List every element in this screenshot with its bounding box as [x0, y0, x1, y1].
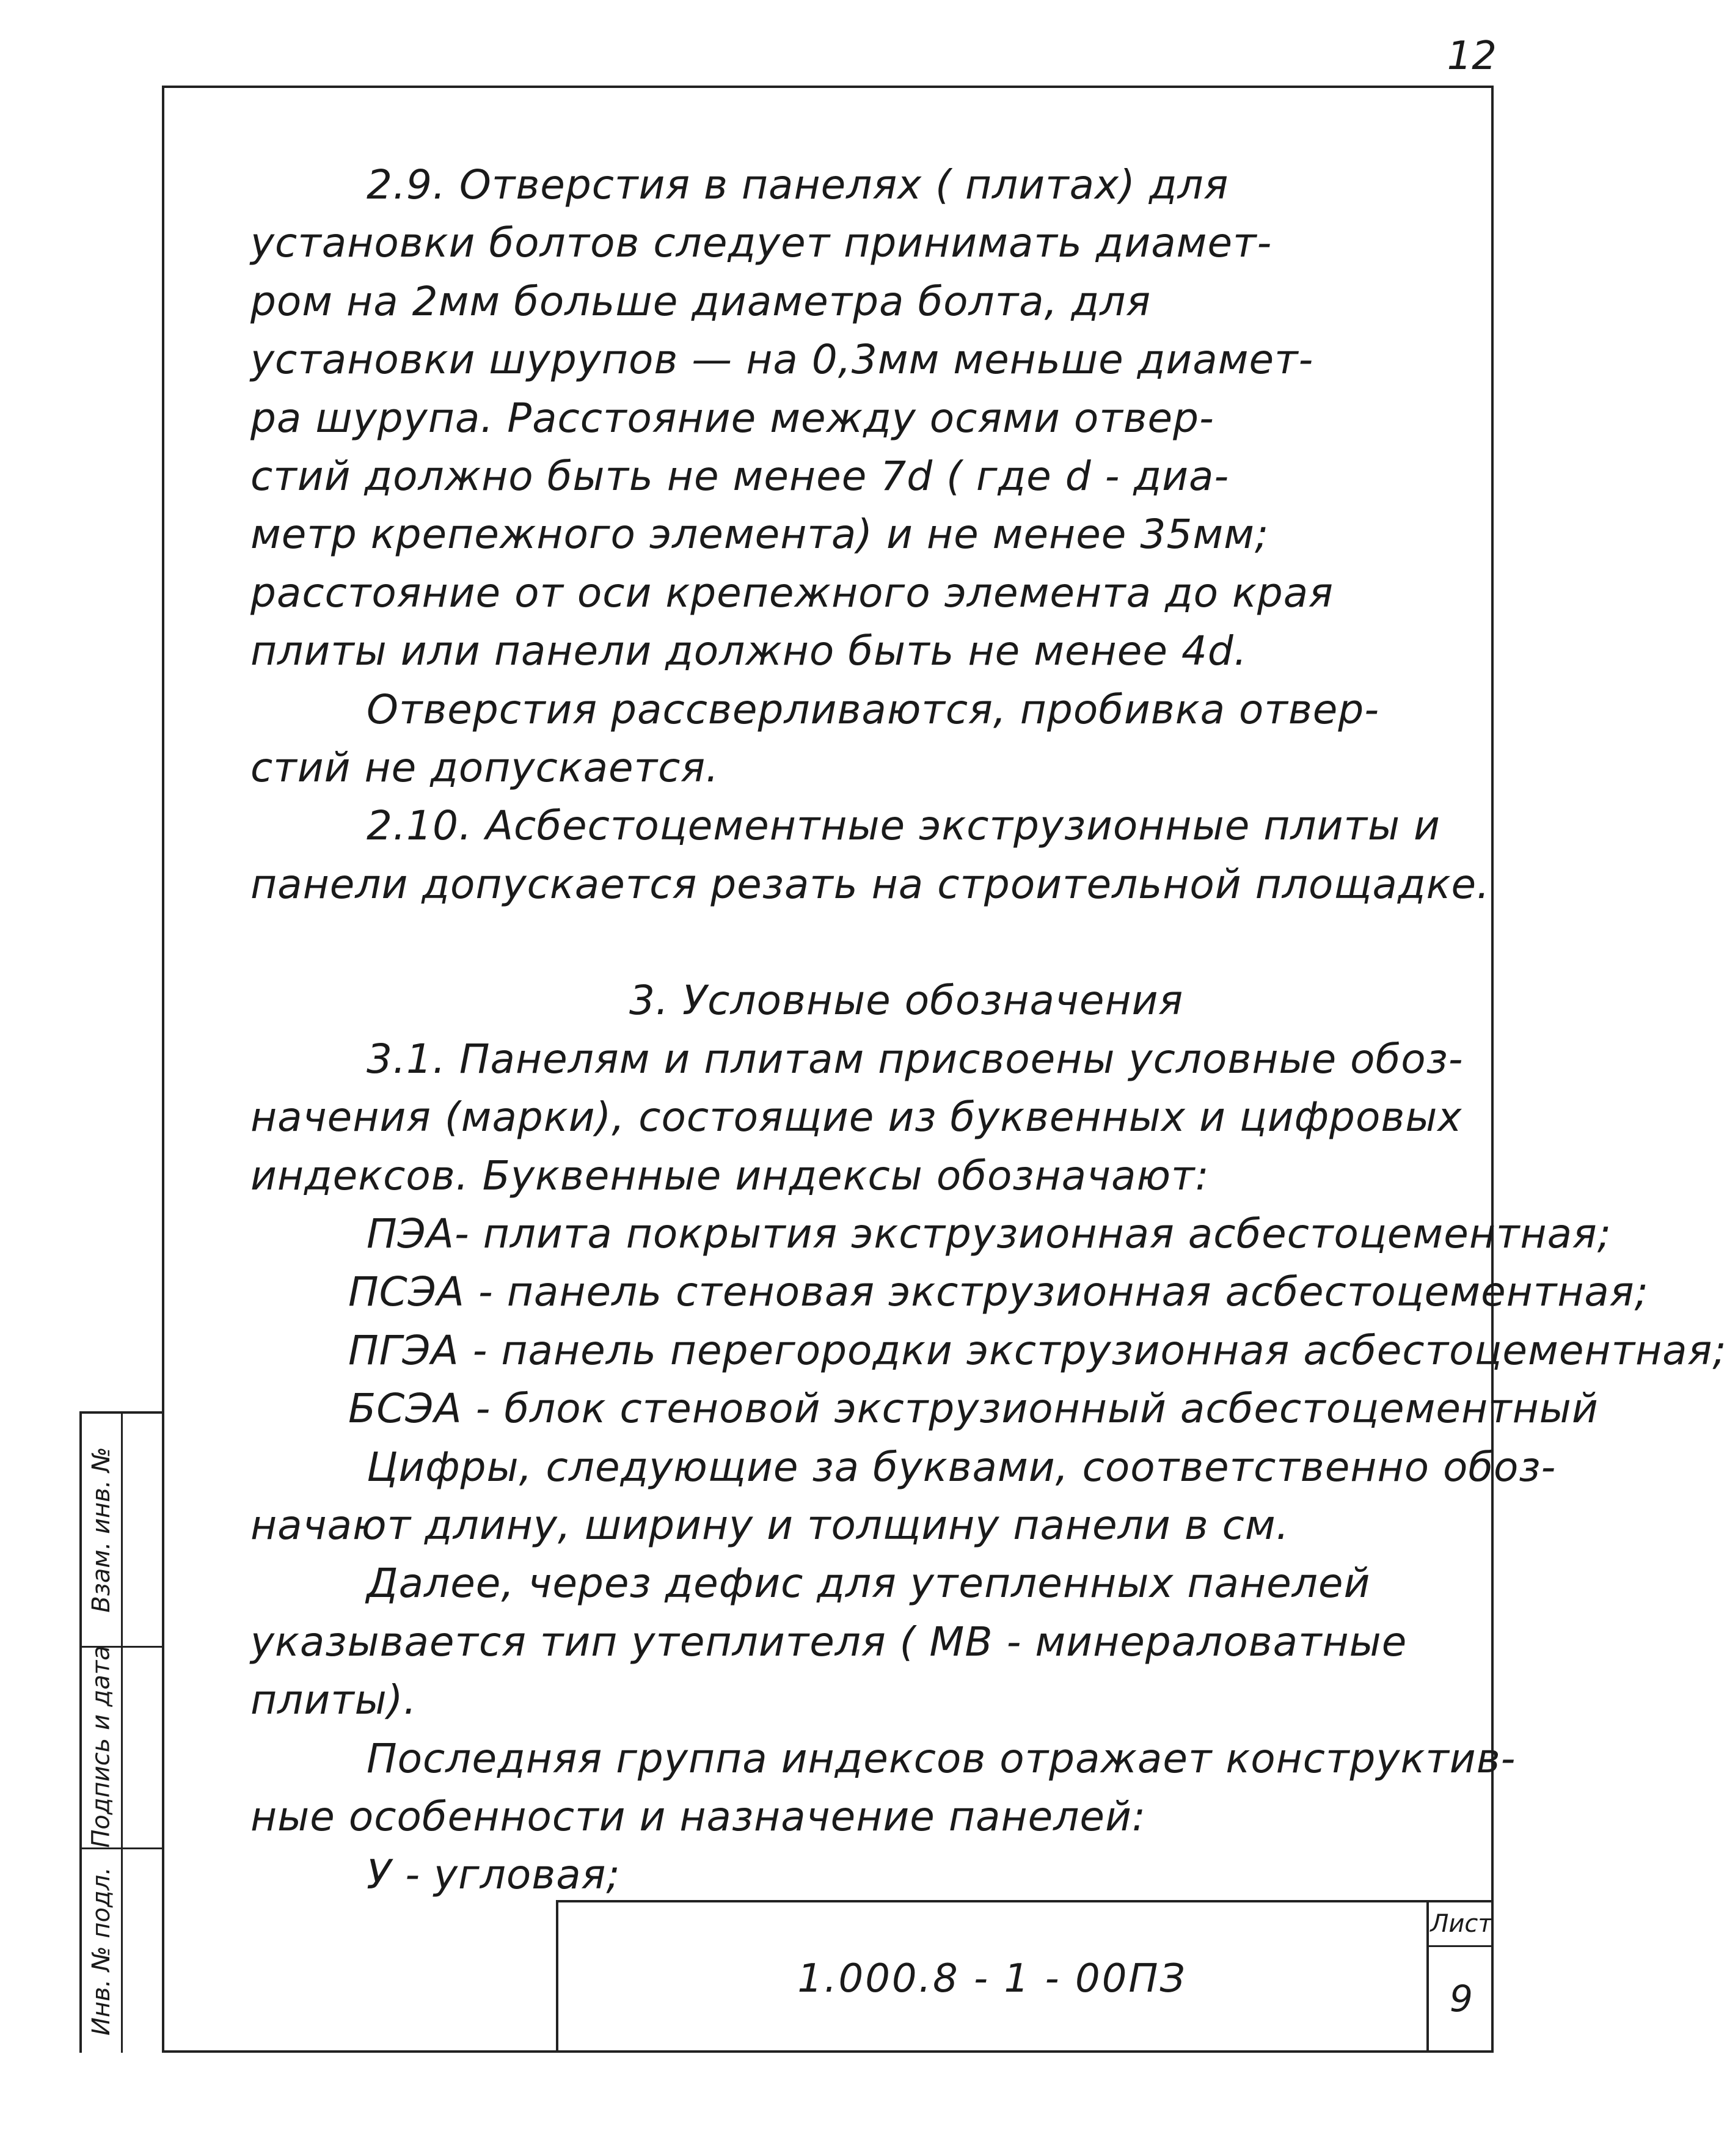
- text-line: У - угловая;: [367, 1851, 621, 1899]
- text-line: ром на 2мм больше диаметра болта, для: [250, 277, 1152, 325]
- text-line: 3.1. Панелям и плитам присвоены условные обоз-: [367, 1035, 1464, 1083]
- text-line: ПСЭА - панель стеновая экструзионная асбестоцементная;: [348, 1268, 1649, 1316]
- sheet-label: Лист: [1429, 1902, 1494, 1947]
- text-line: установки болтов следует принимать диамет-: [250, 219, 1272, 267]
- text-line: стий не допускается.: [250, 744, 720, 791]
- text-line: плиты).: [250, 1676, 417, 1724]
- text-line: панели допускается резать на строительной площадке.: [250, 860, 1491, 908]
- text-line: начают длину, ширину и толщину панели в см.: [250, 1501, 1290, 1549]
- stamp-column-divider: [121, 1414, 123, 2053]
- sheet-number: 9: [1449, 1978, 1473, 2020]
- text-line: ра шурупа. Расстояние между осями отвер-: [250, 394, 1214, 442]
- document-code: 1.000.8 - 1 - 00ПЗ: [797, 1956, 1187, 2001]
- stamp-label-vzam-inv: Взам. инв. №: [87, 1447, 115, 1613]
- stamp-label-podpis: Подпись и дата: [87, 1645, 116, 1848]
- text-line: Последняя группа индексов отражает конструктив-: [367, 1734, 1516, 1782]
- text-line: 2.10. Асбестоцементные экструзионные плиты и: [367, 802, 1440, 850]
- text-line: начения (марки), состоящие из буквенных и цифровых: [250, 1094, 1462, 1141]
- text-line: ные особенности и назначение панелей:: [250, 1792, 1147, 1840]
- text-line: 3. Условные обозначения: [629, 977, 1184, 1025]
- text-line: Цифры, следующие за буквами, соответственно обоз-: [367, 1443, 1557, 1491]
- text-line: Далее, через дефис для утепленных панелей: [367, 1560, 1371, 1607]
- text-line: метр крепежного элемента) и не менее 35мм;: [250, 511, 1269, 558]
- text-line: установки шурупов — на 0,3мм меньше диамет-: [250, 336, 1314, 384]
- text-line: плиты или панели должно быть не менее 4d.: [250, 627, 1247, 675]
- text-line: [250, 913, 1491, 971]
- text-line: 2.9. Отверстия в панелях ( плитах) для: [367, 161, 1229, 208]
- page-number: 12: [1447, 34, 1497, 79]
- text-line: БСЭА - блок стеновой экструзионный асбестоцементный: [348, 1385, 1599, 1433]
- text-line: Отверстия рассверливаются, пробивка отвер-: [367, 685, 1380, 733]
- text-line: ПГЭА - панель перегородки экструзионная асбестоцементная;: [348, 1326, 1727, 1374]
- side-stamp: [79, 1411, 162, 2053]
- text-line: ПЭА- плита покрытия экструзионная асбестоцементная;: [367, 1210, 1612, 1258]
- text-line: расстояние от оси крепежного элемента до края: [250, 569, 1334, 616]
- document-body: [250, 156, 1727, 1904]
- stamp-label-inv-podl: Инв. № подл.: [87, 1867, 115, 2036]
- text-line: указывается тип утеплителя ( МВ - минераловатные: [250, 1618, 1408, 1665]
- text-line: индексов. Буквенные индексы обозначают:: [250, 1152, 1210, 1199]
- sheet-cell: [1426, 1902, 1494, 2053]
- text-line: стий должно быть не менее 7d ( где d - диа-: [250, 452, 1230, 500]
- title-block: [556, 1900, 1494, 2053]
